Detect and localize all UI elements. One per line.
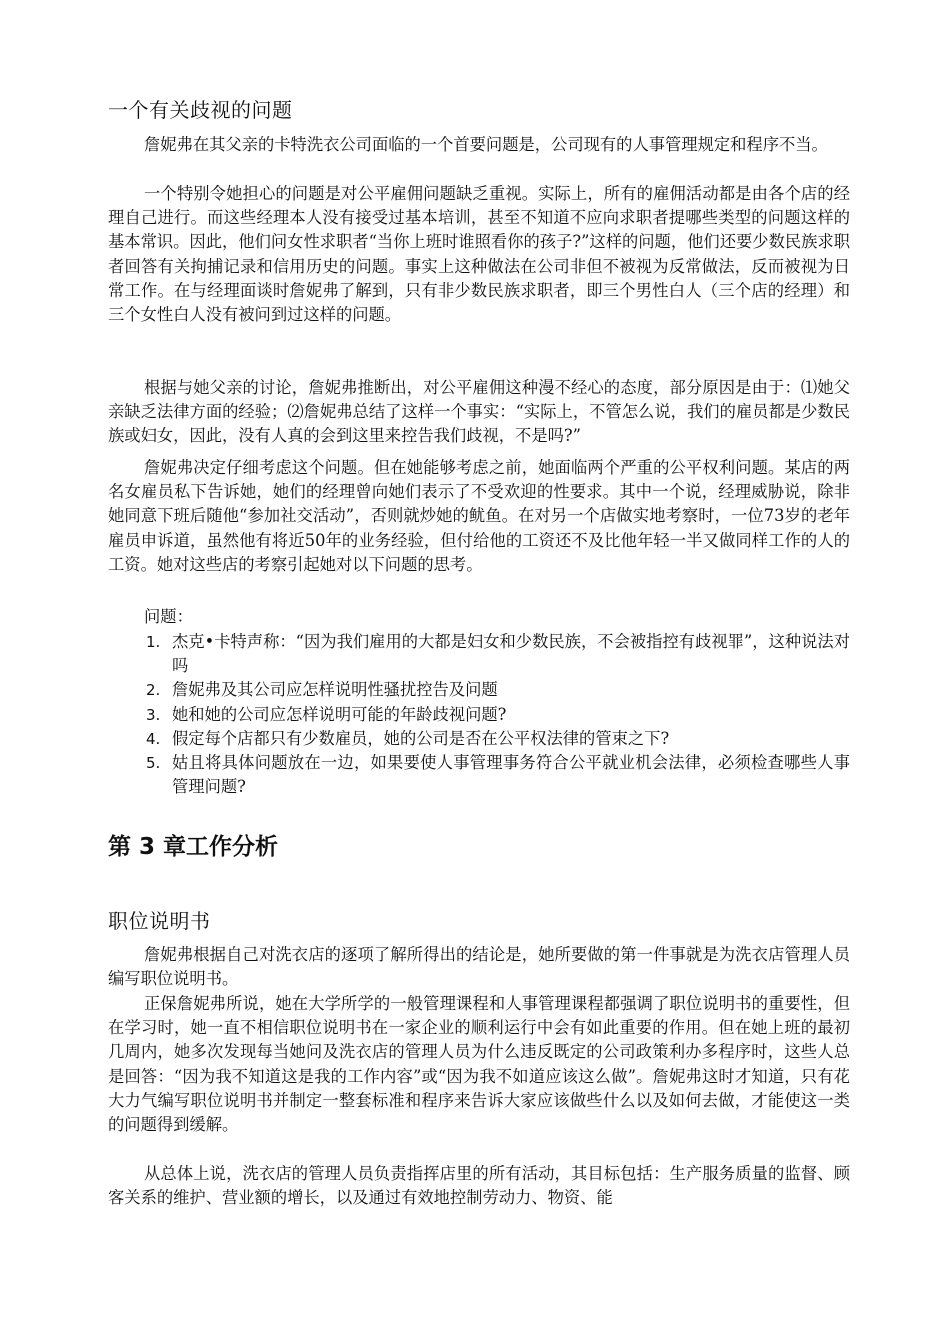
- paragraph-5: 詹妮弗根据自己对洗衣店的逐项了解所得出的结论是，她所要做的第一件事就是为洗衣店管理人员编写职位说明书。: [108, 945, 850, 989]
- paragraph-7: 从总体上说，洗衣店的管理人员负责指挥店里的所有活动，其目标包括：生产服务质量的监督、顾客关系的维护、营业额的增长，以及通过有效地控制劳动力、物资、能: [108, 1164, 850, 1208]
- list-item: [146, 727, 850, 751]
- section-heading-discrimination: 一个有关歧视的问题: [108, 98, 293, 122]
- paragraph-4: 詹妮弗决定仔细考虑这个问题。但在她能够考虑之前，她面临两个严重的公平权利问题。某店的两名女雇员私下告诉她，她们的经理曾向她们表示了不受欢迎的性要求。其中一个说，经理威胁说，除非她同意下班后随他“参加社交活动”，否则就炒她的鱿鱼。在对另一个店做实地考察时，一位73岁的老年雇员申诉道，虽然他有将近50年的业务经验，但付给他的工资还不及比他年轻一半又做同样工作的人的工资。她对这些店的考察引起她对以下问题的思考。: [108, 458, 850, 574]
- list-item: [146, 751, 850, 799]
- chapter-title: 第 3 章工作分析: [108, 834, 279, 860]
- question-text: 她和她的公司应怎样说明可能的年龄歧视问题?: [172, 704, 507, 724]
- section-heading-job-description: 职位说明书: [108, 909, 211, 933]
- list-number: 1.: [146, 633, 161, 651]
- list-number: 5.: [146, 754, 161, 773]
- paragraph-6: 正保詹妮弗所说，她在大学所学的一般管理课程和人事管理课程都强调了职位说明书的重要性，但在学习时，她一直不相信职位说明书在一家企业的顺利运行中会有如此重要的作用。但在她上班的最初几周内，她多次发现每当她问及洗衣店的管理人员为什么违反既定的公司政策利办多程序时，这些人总是回答：“因为我不知道这是我的工作内容”或“因为我不如道应该这么做”。詹妮弗这时才知道，只有花大力气编写职位说明书并制定一整套标准和程序来告诉大家应该做些什么以及如何去做，才能使这一类的问题得到缓解。: [108, 994, 850, 1135]
- question-text: 假定每个店都只有少数雇员，她的公司是否在公平权法律的管束之下?: [172, 728, 670, 748]
- list-item: [146, 678, 850, 702]
- paragraph-2: 一个特别令她担心的问题是对公平雇佣问题缺乏重视。实际上，所有的雇佣活动都是由各个店的经理自己进行。而这些经理本人没有接受过基本培训，甚至不知道不应向求职者提哪些类型的问题这样的基本常识。因此，他们问女性求职者“当你上班时谁照看你的孩子?”这样的问题，他们还要少数民族求职者回答有关拘捕记录和信用历史的问题。事实上这种做法在公司非但不被视为反常做法，反而被视为日常工作。在与经理面谈时詹妮弗了解到，只有非少数民族求职者，即三个男性白人（三个店的经理）和三个女性白人没有被问到过这样的问题。: [108, 184, 850, 325]
- questions-list: [146, 630, 850, 799]
- paragraph-1: 詹妮弗在其父亲的卡特洗衣公司面临的一个首要问题是，公司现有的人事管理规定和程序不当。: [144, 135, 828, 154]
- list-item: [146, 703, 850, 727]
- list-number: 4.: [146, 729, 161, 748]
- list-number: 2.: [146, 681, 161, 700]
- question-text: 姑且将具体问题放在一边，如果要使人事管理事务符合公平就业机会法律，必须检查哪些人事管理问题?: [172, 753, 850, 797]
- list-item: [146, 630, 850, 678]
- question-text: 杰克•卡特声称：“因为我们雇用的大都是妇女和少数民族，不会被指控有歧视罪”，这种说法对吗: [172, 632, 850, 676]
- questions-label: 问题：: [144, 607, 193, 626]
- paragraph-3: 根据与她父亲的讨论，詹妮弗推断出，对公平雇佣这种漫不经心的态度，部分原因是由于：⑴她父亲缺乏法律方面的经验；⑵詹妮弗总结了这样一个事实：“实际上，不管怎么说，我们的雇员都是少数民族或妇女，因此，没有人真的会到这里来控告我们歧视，不是吗?”: [108, 378, 850, 446]
- question-text: 詹妮弗及其公司应怎样说明性骚扰控告及问题: [172, 680, 498, 700]
- list-number: 3.: [146, 705, 161, 724]
